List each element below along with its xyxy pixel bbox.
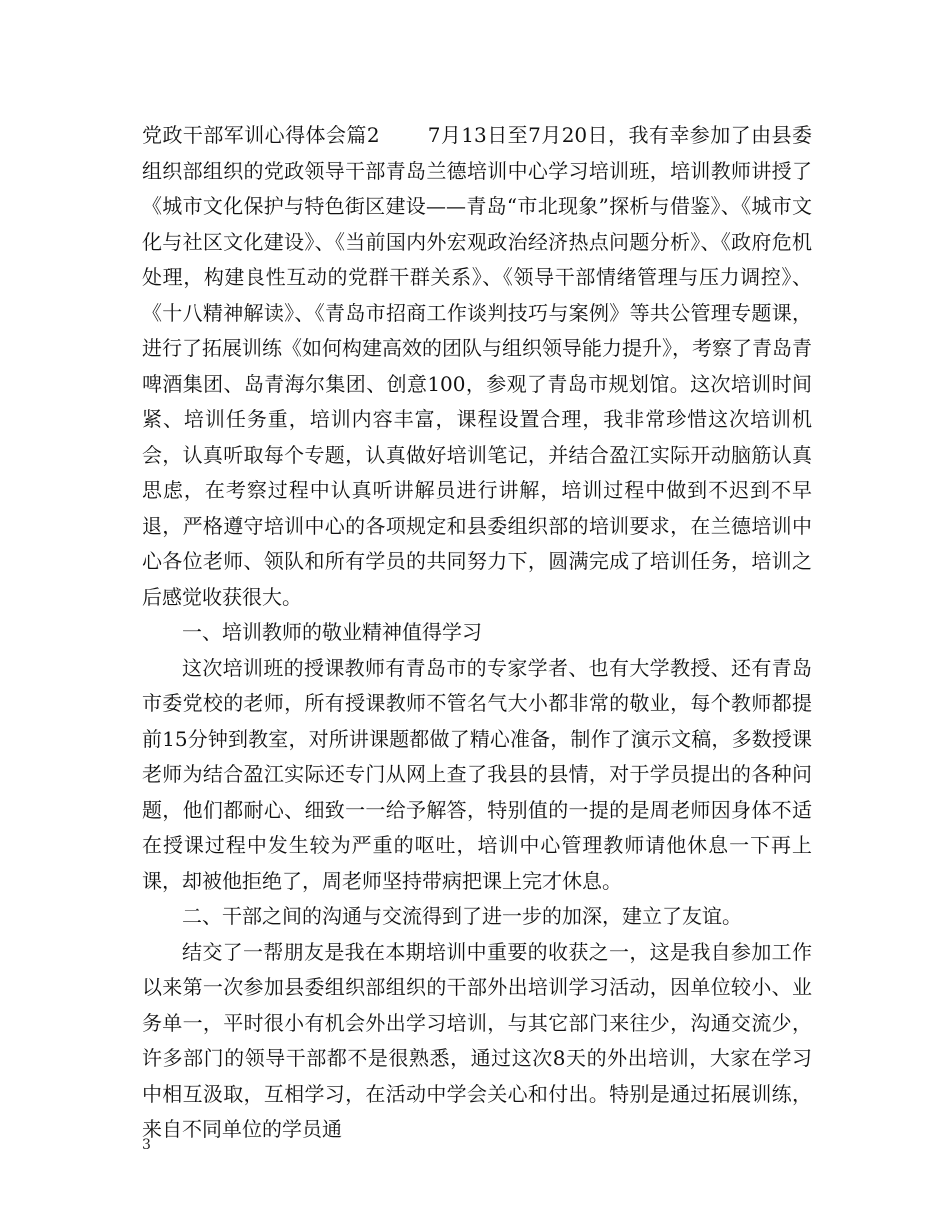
section-heading-cadre-communication: 二、干部之间的沟通与交流得到了进一步的加深，建立了友谊。 [182, 904, 742, 928]
paragraph-cadre-communication: 结交了一帮朋友是我在本期培训中重要的收获之一，这是我自参加工作以来第一次参加县委组织部组织的干部外出培训学习活动，因单位较小、业务单一，平时很小有机会外出学习培训，与其它部门来往少，沟通交流少，许多部门的领导干部都不是很熟悉，通过这次8天的外出培训，大家在学习中相互汲取，互相学习，在活动中学会关心和付出。特别是通过拓展训练，来自不同单位的学员通 [142, 939, 812, 1141]
paragraph-intro: 党政干部军训心得体会篇2 7月13日至7月20日，我有幸参加了由县委组织部组织的党政领导干部青岛兰德培训中心学习培训班，培训教师讲授了《城市文化保护与特色街区建设——青岛“市北现象”探析与借鉴》、《城市文化与社区文化建设》、《当前国内外宏观政治经济热点问题分析》、《政府危机处理，构建良性互动的党群干群关系》、《领导干部情绪管理与压力调控》、《十八精神解读》、《青岛市招商工作谈判技巧与案例》等共公管理专题课，进行了拓展训练《如何构建高效的团队与组织领导能力提升》，考察了青岛青啤酒集团、岛青海尔集团、创意100，参观了青岛市规划馆。这次培训时间紧、培训任务重，培训内容丰富，课程设置合理，我非常珍惜这次培训机会，认真听取每个专题，认真做好培训笔记，并结合盈江实际开动脑筋认真思虑，在考察过程中认真听讲解员进行讲解，培训过程中做到不迟到不早退，严格遵守培训中心的各项规定和县委组织部的培训要求，在兰德培训中心各位老师、领队和所有学员的共同努力下，圆满完成了培训任务，培训之后感觉收获很大。 [142, 123, 812, 609]
document-body [142, 118, 812, 1148]
paragraph-teacher-dedication: 这次培训班的授课教师有青岛市的专家学者、也有大学教授、还有青岛市委党校的老师，所有授课教师不管名气大小都非常的敬业，每个教师都提前15分钟到教室，对所讲课题都做了精心准备，制作了演示文稿，多数授课老师为结合盈江实际还专门从网上查了我县的县情，对于学员提出的各种问题，他们都耐心、细致一一给予解答，特别值的一提的是周老师因身体不适在授课过程中发生较为严重的呕吐，培训中心管理教师请他休息一下再上课，却被他拒绝了，周老师坚持带病把课上完才休息。 [142, 655, 812, 893]
section-heading-teacher-dedication: 一、培训教师的敬业精神值得学习 [182, 620, 482, 644]
page-number: 3 [142, 1137, 151, 1153]
